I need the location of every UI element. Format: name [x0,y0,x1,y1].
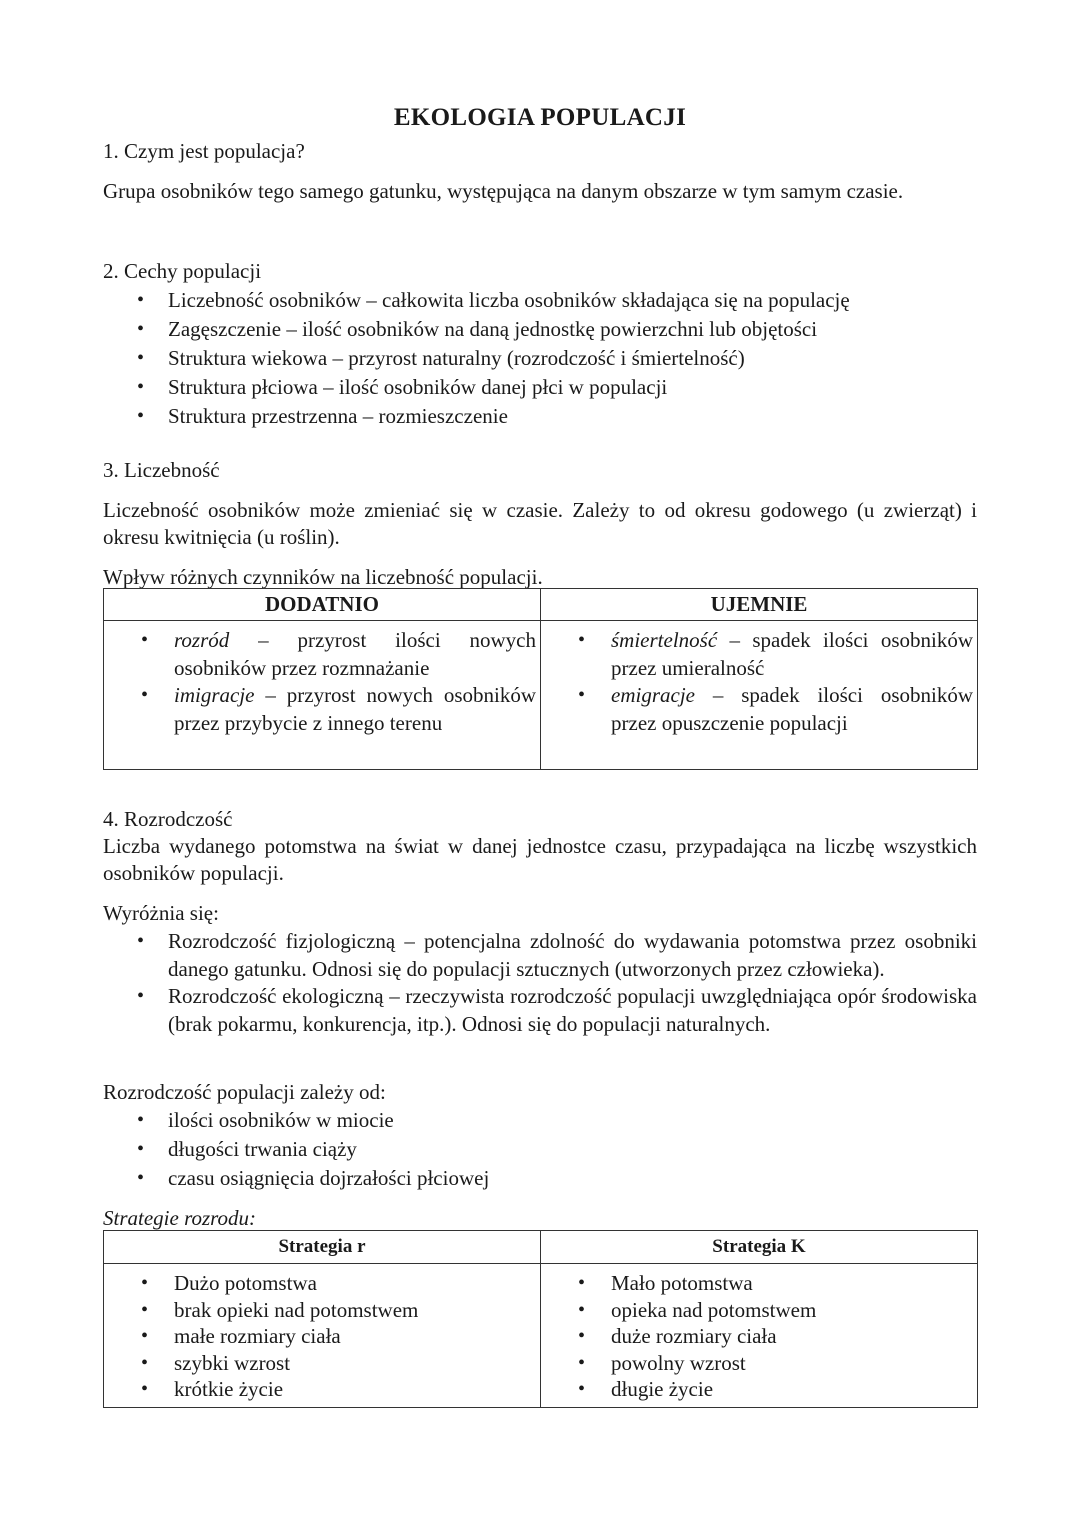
section-2-heading: 2. Cechy populacji [103,259,262,283]
list-item: • Rozrodczość fizjologiczną – potencjalna zdolność do wydawania potomstwa przez osobniki danego gatunku. Odnosi się do populacji sztucznych (utworzonych przez człowieka). [168,928,977,983]
negative-factors-cell [541,621,978,770]
table-header-positive: DODATNIO [104,589,541,621]
section-1-answer: Grupa osobników tego samego gatunku, występująca na danym obszarze w tym samym czasie. [103,179,904,203]
list-item: • Mało potomstwa [611,1270,973,1297]
table-header-strategy-k: Strategia K [541,1231,978,1264]
list-item: • imigracje – przyrost nowych osobników przez przybycie z innego terenu [174,682,536,737]
list-item: • małe rozmiary ciała [174,1323,536,1350]
list-item: • powolny wzrost [611,1350,973,1377]
page-title: EKOLOGIA POPULACJI [393,104,687,131]
list-item: • Struktura przestrzenna – rozmieszczenie [168,402,977,431]
distinguish-label: Wyróżnia się: [103,901,219,925]
list-item: • rozród – przyrost ilości nowych osobników przez rozmnażanie [174,627,536,682]
depends-list [103,1106,977,1193]
list-item: • krótkie życie [174,1376,536,1403]
depends-label: Rozrodczość populacji zależy od: [103,1080,386,1104]
list-item: • Dużo potomstwa [174,1270,536,1297]
section-1-heading: 1. Czym jest populacja? [103,139,305,163]
section-4-definition: Liczba wydanego potomstwa na świat w danej jednostce czasu, przypadająca na liczbę wszystkich osobników populacji. [103,834,977,885]
list-item: • brak opieki nad potomstwem [174,1297,536,1324]
population-features-list [103,286,977,431]
section-4-heading: 4. Rozrodczość [103,807,233,831]
list-item: • Struktura płciowa – ilość osobników danej płci w populacji [168,373,977,402]
positive-factors-cell [104,621,541,770]
table-header-negative: UJEMNIE [541,589,978,621]
list-item: • długie życie [611,1376,973,1403]
list-item: • Rozrodczość ekologiczną – rzeczywista rozrodczość populacji uwzględniająca opór środowiska (brak pokarmu, konkurencja, itp.). Odnosi się do populacji naturalnych. [168,983,977,1038]
strategies-label: Strategie rozrodu: [103,1206,257,1230]
list-item: • opieka nad potomstwem [611,1297,973,1324]
list-item: • szybki wzrost [174,1350,536,1377]
list-item: • emigracje – spadek ilości osobników przez opuszczenie populacji [611,682,973,737]
list-item: • długości trwania ciąży [168,1135,977,1164]
list-item: • Struktura wiekowa – przyrost naturalny (rozrodczość i śmiertelność) [168,344,977,373]
list-item: • duże rozmiary ciała [611,1323,973,1350]
list-item: • śmiertelność – spadek ilości osobników przez umieralność [611,627,973,682]
reproduction-types-list [103,928,977,1038]
strategies-table [103,1230,978,1408]
strategy-r-cell [104,1264,541,1408]
list-item: • Liczebność osobników – całkowita liczba osobników składająca się na populację [168,286,977,315]
table-header-strategy-r: Strategia r [104,1231,541,1264]
section-3-heading: 3. Liczebność [103,458,220,482]
factors-table [103,588,978,770]
list-item: • ilości osobników w miocie [168,1106,977,1135]
section-3-text: Liczebność osobników może zmieniać się w czasie. Zależy to od okresu godowego (u zwierząt) i okresu kwitnięcia (u roślin). [103,498,977,549]
list-item: • Zagęszczenie – ilość osobników na daną jednostkę powierzchni lub objętości [168,315,977,344]
factors-table-caption: Wpływ różnych czynników na liczebność populacji. [103,565,543,589]
strategy-k-cell [541,1264,978,1408]
list-item: • czasu osiągnięcia dojrzałości płciowej [168,1164,977,1193]
